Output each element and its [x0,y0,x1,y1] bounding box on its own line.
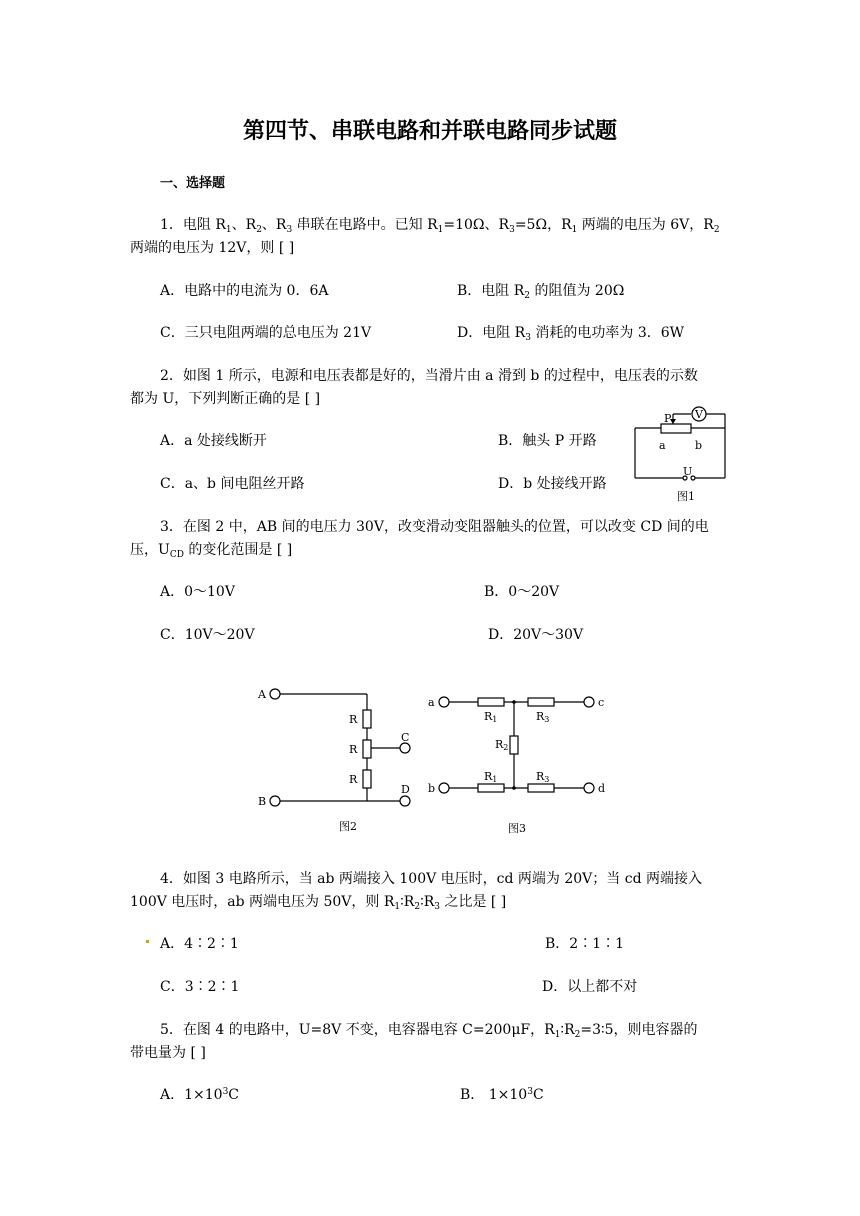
voltmeter-label: V [695,408,703,421]
label-u: U [683,465,693,478]
label-d: D [401,783,410,796]
label-b: B [258,795,267,808]
q5-option-a: A．$1\times 10^3C$ [160,1087,240,1103]
resistor-label-top: R [349,713,358,726]
label-a: A [258,688,266,701]
q5-line2: 带电量为 [ ] [130,1045,206,1061]
figure-2-caption: 图2 [339,820,357,833]
q1-line2: 两端的电压为 12V，则 [ ] [130,240,295,256]
resistor-label-r3-top: R3 [536,710,550,724]
q4-line2: 100V 电压时，ab 两端电压为 50V，则 $R_1∶R_2∶R_3$ 之比是 [ ] [130,894,507,912]
figure-3-caption: 图3 [508,822,526,835]
q3-line2: 压，$U_{CD}$ 的变化范围是 [ ] [130,542,293,560]
q3-option-b: B．0～20V [484,584,560,600]
q3-option-a: A．0～10V [160,584,235,600]
q5-option-b: B． $1\times 10^3C$ [460,1087,544,1103]
q3-option-c: C．10V～20V [160,627,255,643]
q4-option-d: D．以上都不对 [542,979,638,995]
resistor-label-middle: R [349,743,358,756]
q1-option-b: B．电阻 $R_2$ 的阻值为 20Ω [457,283,625,301]
q4-line1: 4．如图 3 电路所示，当 ab 两端接入 100V 电压时，cd 两端为 20V；当 cd 两端接入 [160,871,702,887]
figure-1-circuit [625,406,735,506]
resistor-label-r1-bottom: R1 [484,770,498,784]
figure-3-circuit [420,690,620,840]
q1-option-d: D．电阻 $R_3$ 消耗的电功率为 3．6W [457,325,685,343]
q2-option-a: A．a 处接线断开 [160,433,267,449]
section-heading: 一、选择题 [160,176,226,191]
label-c: C [401,731,410,744]
label-a: a [428,696,435,709]
label-b: b [428,782,436,795]
q1-option-a: A．电路中的电流为 0．6A [160,283,329,299]
resistor-label-r3-bottom: R3 [536,770,550,784]
figure-2-circuit [250,680,420,840]
resistor-label-r2: R2 [495,738,509,752]
q2-option-d: D．b 处接线开路 [498,476,607,492]
resistor-label-r1-top: R1 [484,710,498,724]
q3-line1: 3．在图 2 中，AB 间的电压力 30V，改变滑动变阻器触头的位置，可以改变 CD 间的电 [160,519,709,535]
q2-line1: 2．如图 1 所示，电源和电压表都是好的，当滑片由 a 滑到 b 的过程中，电压表的示数 [160,368,698,384]
stray-dot [146,940,149,943]
page-title: 第四节、串联电路和并联电路同步试题 [242,119,617,144]
q2-option-b: B．触头 P 开路 [498,433,597,449]
label-d: d [598,782,606,795]
q2-line2: 都为 U，下列判断正确的是 [ ] [130,391,321,407]
label-p: P [664,412,672,425]
label-c: c [598,696,605,709]
q1-line1: 1．电阻 $R_1$、$R_2$、$R_3$ 串联在电路中。已知 $R_1=10\Omega$、$R_3=5\Omega$，$R_1$ 两端的电压为 6V，$R_2$ [160,217,720,235]
resistor-label-bottom: R [349,773,358,786]
figure-1-caption: 图1 [677,490,695,503]
label-b: b [695,439,703,452]
q4-option-b: B．2∶1∶1 [545,936,625,952]
q1-option-c: C．三只电阻两端的总电压为 21V [160,325,372,341]
q3-option-d: D．20V～30V [488,627,584,643]
q5-line1: 5．在图 4 的电路中，U=8V 不变，电容器电容 C=200μF，$R_1∶R_2=3∶5$，则电容器的 [160,1022,698,1040]
q4-option-a: A．4∶2∶1 [160,936,239,952]
q4-option-c: C．3∶2∶1 [160,979,240,995]
q2-option-c: C．a、b 间电阻丝开路 [160,476,305,492]
label-a: a [659,439,666,452]
